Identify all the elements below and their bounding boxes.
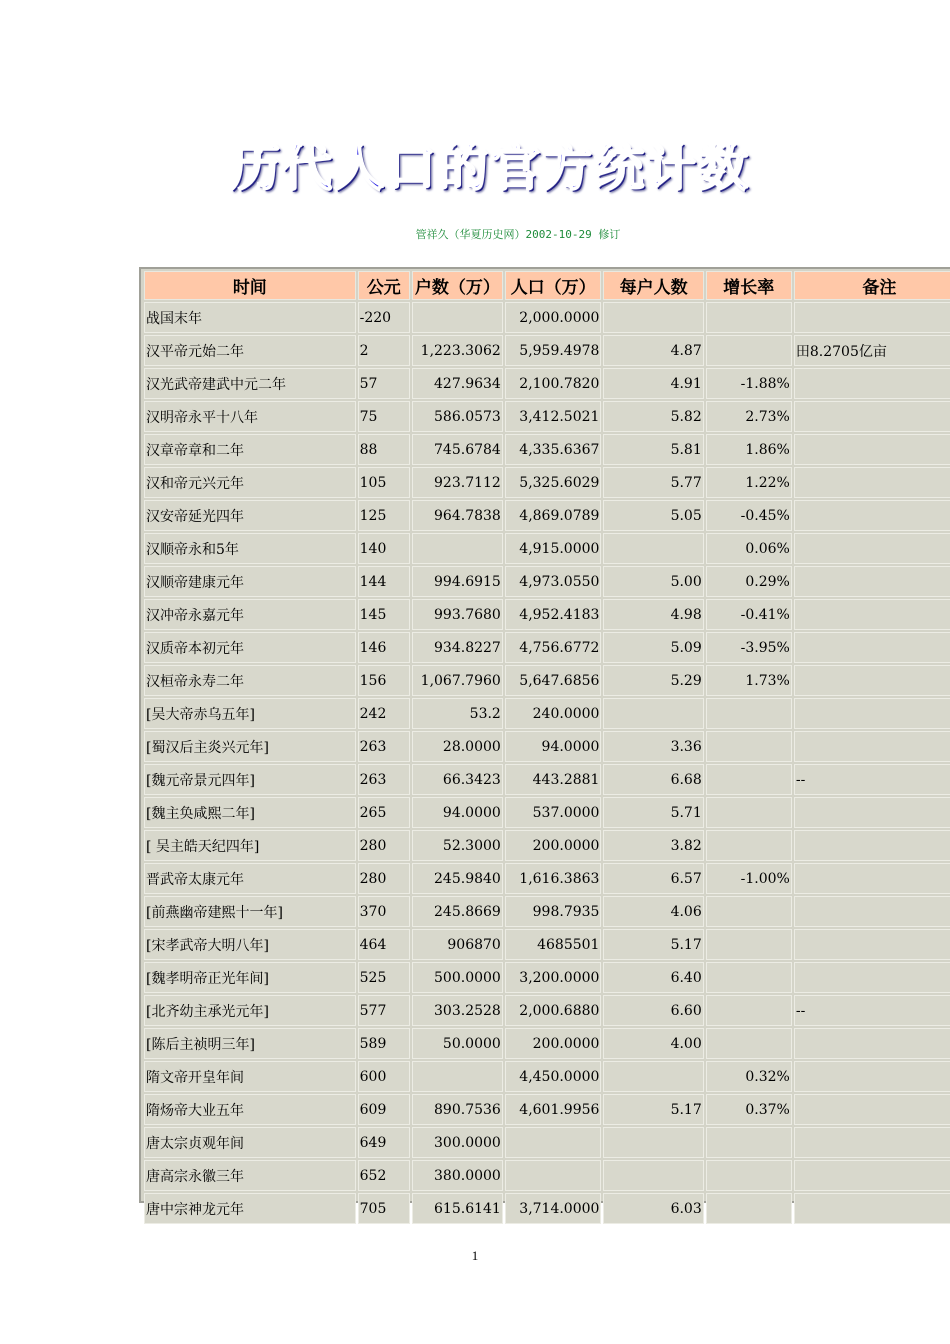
households-cell: 500.0000 [412, 962, 503, 993]
per-household-cell: 3.82 [603, 830, 703, 861]
time-cell: [魏元帝景元四年] [144, 764, 356, 795]
header-population: 人口（万） [505, 271, 602, 300]
growth-rate-cell [706, 1028, 792, 1059]
year-cell: 280 [358, 863, 410, 894]
time-cell: [魏孝明帝正光年间] [144, 962, 356, 993]
households-cell: 1,223.3062 [412, 335, 503, 366]
table-row [144, 401, 950, 432]
notes-cell [794, 698, 950, 729]
year-cell: 2 [358, 335, 410, 366]
per-household-cell: 5.00 [603, 566, 703, 597]
growth-rate-cell: -0.41% [706, 599, 792, 630]
growth-rate-cell [706, 896, 792, 927]
time-cell: 汉顺帝建康元年 [144, 566, 356, 597]
header-growth-rate: 增长率 [706, 271, 792, 300]
time-cell: 汉平帝元始二年 [144, 335, 356, 366]
per-household-cell: 6.57 [603, 863, 703, 894]
table-row [144, 1028, 950, 1059]
growth-rate-cell [706, 995, 792, 1026]
header-time: 时间 [144, 271, 356, 300]
notes-cell [794, 632, 950, 663]
growth-rate-cell: 2.73% [706, 401, 792, 432]
time-cell: 汉质帝本初元年 [144, 632, 356, 663]
table-row [144, 731, 950, 762]
time-cell: [北齐幼主承光元年] [144, 995, 356, 1026]
year-cell: 242 [358, 698, 410, 729]
notes-cell [794, 368, 950, 399]
notes-cell [794, 1160, 950, 1191]
notes-cell [794, 929, 950, 960]
author-byline: 管祥久（华夏历史网）2002-10-29 修订 [415, 228, 621, 241]
year-cell: 609 [358, 1094, 410, 1125]
year-cell: 144 [358, 566, 410, 597]
growth-rate-cell: -0.45% [706, 500, 792, 531]
table-row [144, 632, 950, 663]
table-row [144, 698, 950, 729]
growth-rate-cell [706, 1127, 792, 1158]
growth-rate-cell: 1.86% [706, 434, 792, 465]
households-cell: 923.7112 [412, 467, 503, 498]
population-cell: 2,000.6880 [505, 995, 602, 1026]
households-cell: 380.0000 [412, 1160, 503, 1191]
growth-rate-cell [706, 1193, 792, 1224]
population-cell [505, 1127, 602, 1158]
table-row [144, 467, 950, 498]
table-row [144, 797, 950, 828]
year-cell: 600 [358, 1061, 410, 1092]
notes-cell [794, 401, 950, 432]
population-cell: 5,325.6029 [505, 467, 602, 498]
households-cell: 1,067.7960 [412, 665, 503, 696]
households-cell [412, 302, 503, 333]
table-row [144, 335, 950, 366]
header-notes: 备注 [794, 271, 950, 300]
time-cell: 汉顺帝永和5年 [144, 533, 356, 564]
population-cell: 4,450.0000 [505, 1061, 602, 1092]
population-cell: 5,647.6856 [505, 665, 602, 696]
year-cell: 140 [358, 533, 410, 564]
time-cell: [宋孝武帝大明八年] [144, 929, 356, 960]
table-row [144, 929, 950, 960]
households-cell: 245.8669 [412, 896, 503, 927]
time-cell: 唐高宗永徽三年 [144, 1160, 356, 1191]
growth-rate-cell [706, 731, 792, 762]
households-cell [412, 533, 503, 564]
table-row [144, 368, 950, 399]
households-cell: 906870 [412, 929, 503, 960]
households-cell: 427.9634 [412, 368, 503, 399]
growth-rate-cell [706, 1160, 792, 1191]
growth-rate-cell [706, 797, 792, 828]
time-cell: 晋武帝太康元年 [144, 863, 356, 894]
households-cell: 993.7680 [412, 599, 503, 630]
header-year-ad: 公元 [358, 271, 410, 300]
table-row [144, 599, 950, 630]
per-household-cell: 5.17 [603, 1094, 703, 1125]
population-cell: 4,335.6367 [505, 434, 602, 465]
notes-cell: 田8.2705亿亩 [794, 335, 950, 366]
households-cell: 615.6141 [412, 1193, 503, 1224]
notes-cell [794, 797, 950, 828]
per-household-cell: 5.77 [603, 467, 703, 498]
table-row [144, 1127, 950, 1158]
time-cell: 汉和帝元兴元年 [144, 467, 356, 498]
table-row [144, 863, 950, 894]
header-persons-per-household: 每户人数 [603, 271, 703, 300]
time-cell: 隋炀帝大业五年 [144, 1094, 356, 1125]
time-cell: 汉桓帝永寿二年 [144, 665, 356, 696]
table-row [144, 995, 950, 1026]
table-body [144, 302, 950, 1224]
per-household-cell [603, 1127, 703, 1158]
table-row [144, 302, 950, 333]
notes-cell: -- [794, 995, 950, 1026]
year-cell: 145 [358, 599, 410, 630]
population-cell: 240.0000 [505, 698, 602, 729]
growth-rate-cell: 0.37% [706, 1094, 792, 1125]
population-cell: 3,200.0000 [505, 962, 602, 993]
growth-rate-cell [706, 830, 792, 861]
notes-cell [794, 830, 950, 861]
growth-rate-cell: 1.22% [706, 467, 792, 498]
growth-rate-cell: -3.95% [706, 632, 792, 663]
population-cell: 4,973.0550 [505, 566, 602, 597]
notes-cell: -- [794, 764, 950, 795]
population-table-frame [139, 267, 950, 1218]
year-cell: 57 [358, 368, 410, 399]
notes-cell [794, 467, 950, 498]
growth-rate-cell [706, 962, 792, 993]
year-cell: 589 [358, 1028, 410, 1059]
population-cell: 4,952.4183 [505, 599, 602, 630]
per-household-cell: 5.05 [603, 500, 703, 531]
year-cell: 156 [358, 665, 410, 696]
table-row [144, 665, 950, 696]
population-cell: 4,601.9956 [505, 1094, 602, 1125]
table-row [144, 500, 950, 531]
table-row [144, 830, 950, 861]
year-cell: 649 [358, 1127, 410, 1158]
households-cell [412, 1061, 503, 1092]
population-cell: 1,616.3863 [505, 863, 602, 894]
per-household-cell [603, 302, 703, 333]
year-cell: 265 [358, 797, 410, 828]
per-household-cell: 4.91 [603, 368, 703, 399]
year-cell: 525 [358, 962, 410, 993]
population-cell: 94.0000 [505, 731, 602, 762]
table-row [144, 896, 950, 927]
households-cell: 52.3000 [412, 830, 503, 861]
per-household-cell: 6.40 [603, 962, 703, 993]
population-cell: 4,915.0000 [505, 533, 602, 564]
households-cell: 745.6784 [412, 434, 503, 465]
time-cell: [吴大帝赤乌五年] [144, 698, 356, 729]
notes-cell [794, 500, 950, 531]
per-household-cell [603, 533, 703, 564]
year-cell: 464 [358, 929, 410, 960]
time-cell: 汉章帝章和二年 [144, 434, 356, 465]
growth-rate-cell: -1.88% [706, 368, 792, 399]
growth-rate-cell: -1.00% [706, 863, 792, 894]
year-cell: 146 [358, 632, 410, 663]
table-row [144, 1061, 950, 1092]
notes-cell [794, 566, 950, 597]
per-household-cell: 5.29 [603, 665, 703, 696]
table-row [144, 962, 950, 993]
population-cell: 200.0000 [505, 830, 602, 861]
year-cell: 370 [358, 896, 410, 927]
time-cell: 唐中宗神龙元年 [144, 1193, 356, 1224]
notes-cell [794, 599, 950, 630]
per-household-cell [603, 1160, 703, 1191]
growth-rate-cell [706, 764, 792, 795]
population-cell: 4,869.0789 [505, 500, 602, 531]
notes-cell [794, 434, 950, 465]
per-household-cell: 6.60 [603, 995, 703, 1026]
per-household-cell: 5.09 [603, 632, 703, 663]
population-cell: 2,000.0000 [505, 302, 602, 333]
per-household-cell: 5.71 [603, 797, 703, 828]
time-cell: 隋文帝开皇年间 [144, 1061, 356, 1092]
per-household-cell: 4.06 [603, 896, 703, 927]
notes-cell [794, 896, 950, 927]
notes-cell [794, 302, 950, 333]
time-cell: 汉明帝永平十八年 [144, 401, 356, 432]
population-cell: 200.0000 [505, 1028, 602, 1059]
households-cell: 66.3423 [412, 764, 503, 795]
households-cell: 50.0000 [412, 1028, 503, 1059]
population-cell: 3,412.5021 [505, 401, 602, 432]
growth-rate-cell [706, 929, 792, 960]
notes-cell [794, 962, 950, 993]
growth-rate-cell: 0.32% [706, 1061, 792, 1092]
population-cell: 4,756.6772 [505, 632, 602, 663]
table-row [144, 434, 950, 465]
growth-rate-cell [706, 302, 792, 333]
time-cell: [陈后主祯明三年] [144, 1028, 356, 1059]
table-header-row [144, 271, 950, 300]
per-household-cell: 5.17 [603, 929, 703, 960]
population-cell: 5,959.4978 [505, 335, 602, 366]
households-cell: 890.7536 [412, 1094, 503, 1125]
time-cell: 战国末年 [144, 302, 356, 333]
population-cell: 2,100.7820 [505, 368, 602, 399]
households-cell: 934.8227 [412, 632, 503, 663]
households-cell: 964.7838 [412, 500, 503, 531]
notes-cell [794, 1028, 950, 1059]
time-cell: [ 吴主皓天纪四年] [144, 830, 356, 861]
per-household-cell: 4.98 [603, 599, 703, 630]
households-cell: 300.0000 [412, 1127, 503, 1158]
notes-cell [794, 665, 950, 696]
table-row [144, 1193, 950, 1224]
year-cell: 75 [358, 401, 410, 432]
page-number: 1 [471, 1248, 479, 1263]
population-cell: 443.2881 [505, 764, 602, 795]
per-household-cell [603, 698, 703, 729]
growth-rate-cell [706, 335, 792, 366]
year-cell: 705 [358, 1193, 410, 1224]
time-cell: [蜀汉后主炎兴元年] [144, 731, 356, 762]
time-cell: 汉冲帝永嘉元年 [144, 599, 356, 630]
time-cell: 唐太宗贞观年间 [144, 1127, 356, 1158]
notes-cell [794, 1127, 950, 1158]
table-row [144, 1094, 950, 1125]
population-cell: 537.0000 [505, 797, 602, 828]
year-cell: 263 [358, 731, 410, 762]
households-cell: 94.0000 [412, 797, 503, 828]
time-cell: [前燕幽帝建熙十一年] [144, 896, 356, 927]
households-cell: 586.0573 [412, 401, 503, 432]
population-cell [505, 1160, 602, 1191]
households-cell: 28.0000 [412, 731, 503, 762]
year-cell: -220 [358, 302, 410, 333]
year-cell: 125 [358, 500, 410, 531]
per-household-cell [603, 1061, 703, 1092]
population-table [142, 269, 950, 1226]
per-household-cell: 6.68 [603, 764, 703, 795]
time-cell: 汉光武帝建武中元二年 [144, 368, 356, 399]
table-row [144, 533, 950, 564]
notes-cell [794, 1094, 950, 1125]
page-title: 历代人口的官方统计数 [230, 139, 750, 197]
year-cell: 652 [358, 1160, 410, 1191]
growth-rate-cell: 1.73% [706, 665, 792, 696]
population-cell: 998.7935 [505, 896, 602, 927]
year-cell: 88 [358, 434, 410, 465]
per-household-cell: 3.36 [603, 731, 703, 762]
growth-rate-cell: 0.06% [706, 533, 792, 564]
year-cell: 280 [358, 830, 410, 861]
households-cell: 994.6915 [412, 566, 503, 597]
notes-cell [794, 1193, 950, 1224]
year-cell: 263 [358, 764, 410, 795]
notes-cell [794, 863, 950, 894]
time-cell: 汉安帝延光四年 [144, 500, 356, 531]
table-row [144, 566, 950, 597]
year-cell: 577 [358, 995, 410, 1026]
growth-rate-cell: 0.29% [706, 566, 792, 597]
growth-rate-cell [706, 698, 792, 729]
per-household-cell: 4.87 [603, 335, 703, 366]
per-household-cell: 5.81 [603, 434, 703, 465]
time-cell: [魏主奂咸熙二年] [144, 797, 356, 828]
population-cell: 3,714.0000 [505, 1193, 602, 1224]
table-row [144, 1160, 950, 1191]
population-cell: 4685501 [505, 929, 602, 960]
table-row [144, 764, 950, 795]
notes-cell [794, 1061, 950, 1092]
per-household-cell: 6.03 [603, 1193, 703, 1224]
households-cell: 303.2528 [412, 995, 503, 1026]
per-household-cell: 5.82 [603, 401, 703, 432]
notes-cell [794, 533, 950, 564]
per-household-cell: 4.00 [603, 1028, 703, 1059]
year-cell: 105 [358, 467, 410, 498]
notes-cell [794, 731, 950, 762]
households-cell: 53.2 [412, 698, 503, 729]
households-cell: 245.9840 [412, 863, 503, 894]
header-households: 户数（万） [412, 271, 503, 300]
